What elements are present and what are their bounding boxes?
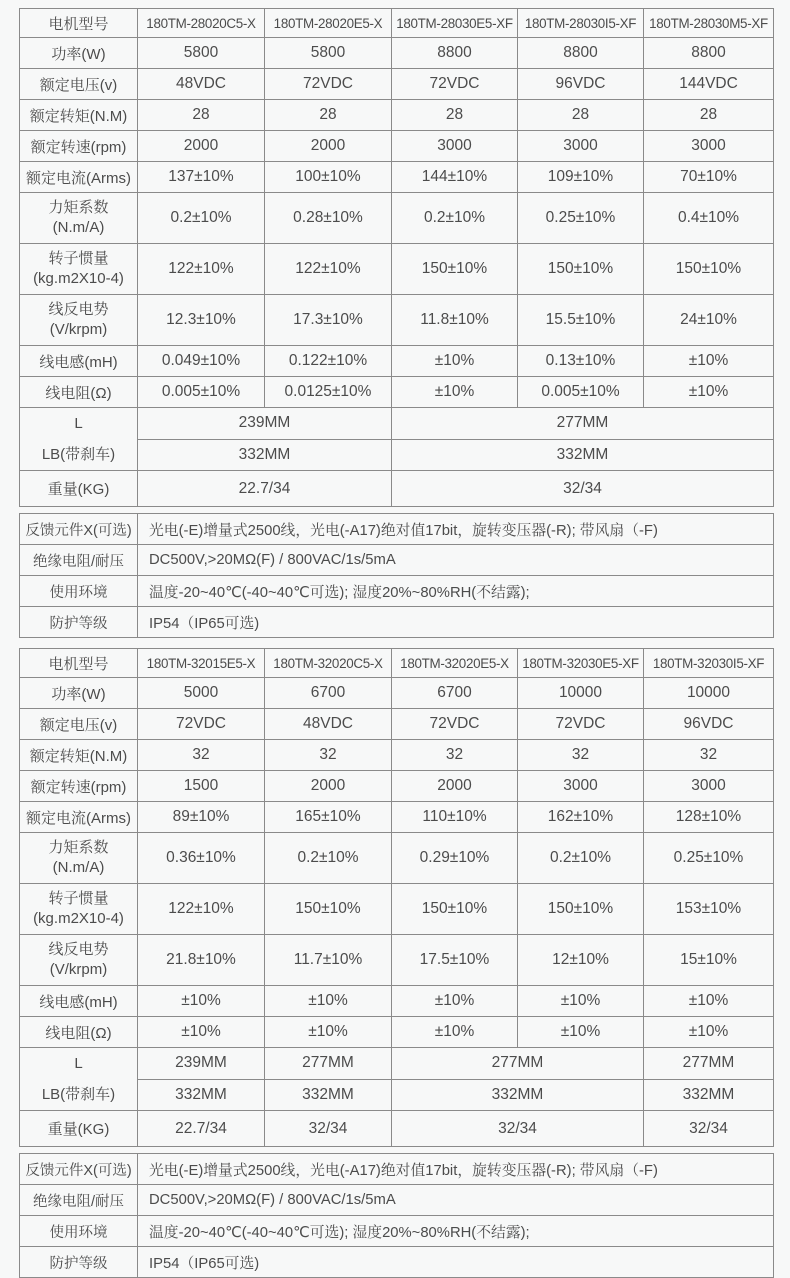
spec-cell: 144VDC (644, 69, 774, 100)
spec-cell: 1500 (138, 771, 265, 802)
spec-cell: 3000 (518, 771, 644, 802)
spec-cell: ±10% (392, 377, 518, 408)
table-row (20, 193, 774, 244)
spec-cell: 277MM (392, 408, 774, 440)
table-row (20, 377, 774, 408)
spec-cell: ±10% (392, 346, 518, 377)
table-row (20, 1247, 774, 1278)
row-label-length: L LB(带刹车) (20, 1048, 138, 1111)
table-row (20, 1185, 774, 1216)
row-label: 线反电势 (V/krpm) (20, 935, 138, 986)
spec-cell: 0.005±10% (518, 377, 644, 408)
spec-cell: 光电(-E)增量式2500线，光电(-A17)绝对值17bit，旋转变压器(-R); 带风扇（-F) (138, 1154, 774, 1185)
row-label: 额定电流(Arms) (20, 802, 138, 833)
row-label: 反馈元件X(可选) (20, 514, 138, 545)
table-row (20, 131, 774, 162)
spec-cell: 150±10% (518, 244, 644, 295)
row-label-length: L LB(带刹车) (20, 408, 138, 471)
row-label: 功率(W) (20, 678, 138, 709)
table-row (20, 935, 774, 986)
row-label-model: 电机型号 (20, 649, 138, 678)
spec-cell: 温度-20~40℃(-40~40℃可选); 湿度20%~80%RH(不结露); (138, 576, 774, 607)
row-label: 使用环境 (20, 1216, 138, 1247)
spec-cell: 32 (518, 740, 644, 771)
table-row (20, 9, 774, 38)
row-label: 转子惯量 (kg.m2X10-4) (20, 244, 138, 295)
spec-cell: ±10% (644, 986, 774, 1017)
spec-cell: 0.2±10% (265, 833, 392, 884)
spec-cell: 0.0125±10% (265, 377, 392, 408)
spec-cell: 72VDC (392, 709, 518, 740)
table-row (20, 295, 774, 346)
table-row (20, 678, 774, 709)
spec-cell: 2000 (138, 131, 265, 162)
spec-cell: 3000 (644, 131, 774, 162)
spec-cell: 28 (392, 100, 518, 131)
spec-cell: 28 (138, 100, 265, 131)
spec-cell: 32/34 (392, 471, 774, 507)
row-label: 额定转矩(N.M) (20, 740, 138, 771)
spec-cell: 72VDC (138, 709, 265, 740)
spec-cell: ±10% (138, 986, 265, 1017)
table-row (20, 408, 774, 440)
model-header: 180TM-28030M5-XF (644, 9, 774, 38)
spec-cell: 5800 (138, 38, 265, 69)
spec-cell: 28 (265, 100, 392, 131)
spec-cell: 332MM (392, 1079, 644, 1111)
spec-cell: 3000 (518, 131, 644, 162)
spec-cell: 11.8±10% (392, 295, 518, 346)
spec-cell: 0.25±10% (644, 833, 774, 884)
table-row (20, 986, 774, 1017)
common-spec-table-1 (19, 513, 774, 638)
row-label: 力矩系数 (N.m/A) (20, 193, 138, 244)
spec-cell: 0.36±10% (138, 833, 265, 884)
spec-cell: 239MM (138, 1048, 265, 1080)
spec-cell: 10000 (518, 678, 644, 709)
table-row (20, 607, 774, 638)
spec-cell: 0.2±10% (138, 193, 265, 244)
row-label: 重量(KG) (20, 471, 138, 507)
spec-cell: 89±10% (138, 802, 265, 833)
spec-cell: 162±10% (518, 802, 644, 833)
spec-cell: 21.8±10% (138, 935, 265, 986)
spec-cell: 0.2±10% (392, 193, 518, 244)
row-label-model: 电机型号 (20, 9, 138, 38)
row-label: 额定转矩(N.M) (20, 100, 138, 131)
spec-cell: 122±10% (265, 244, 392, 295)
model-header: 180TM-32030I5-XF (644, 649, 774, 678)
spec-cell: 22.7/34 (138, 471, 392, 507)
spec-cell: 96VDC (644, 709, 774, 740)
spec-cell: 32 (265, 740, 392, 771)
spec-cell: 光电(-E)增量式2500线，光电(-A17)绝对值17bit，旋转变压器(-R); 带风扇（-F) (138, 514, 774, 545)
table-row (20, 69, 774, 100)
spec-cell: ±10% (644, 1017, 774, 1048)
spec-cell: 8800 (392, 38, 518, 69)
spec-cell: 3000 (392, 131, 518, 162)
spec-cell: 153±10% (644, 884, 774, 935)
spec-cell: 122±10% (138, 884, 265, 935)
table-row (20, 884, 774, 935)
spec-cell: ±10% (138, 1017, 265, 1048)
spec-cell: 3000 (644, 771, 774, 802)
spec-cell: 0.29±10% (392, 833, 518, 884)
motor-spec-table-2 (19, 648, 774, 1147)
spec-cell: 332MM (644, 1079, 774, 1111)
spec-cell: 温度-20~40℃(-40~40℃可选); 湿度20%~80%RH(不结露); (138, 1216, 774, 1247)
spec-cell: 2000 (265, 771, 392, 802)
row-label: 额定转速(rpm) (20, 771, 138, 802)
table-row (20, 38, 774, 69)
row-label: 线电阻(Ω) (20, 1017, 138, 1048)
spec-cell: 150±10% (392, 884, 518, 935)
spec-cell: 32 (392, 740, 518, 771)
spec-cell: 0.2±10% (518, 833, 644, 884)
spec-cell: 150±10% (644, 244, 774, 295)
spec-cell: ±10% (518, 986, 644, 1017)
spec-cell: 109±10% (518, 162, 644, 193)
spec-cell: 5000 (138, 678, 265, 709)
model-header: 180TM-32015E5-X (138, 649, 265, 678)
model-header: 180TM-28030E5-XF (392, 9, 518, 38)
spec-cell: 165±10% (265, 802, 392, 833)
spec-cell: 332MM (138, 1079, 265, 1111)
spec-cell: 150±10% (265, 884, 392, 935)
common-spec-table-2 (19, 1153, 774, 1278)
spec-cell: 277MM (265, 1048, 392, 1080)
model-header: 180TM-28020C5-X (138, 9, 265, 38)
row-label: 防护等级 (20, 607, 138, 638)
model-header: 180TM-28020E5-X (265, 9, 392, 38)
table-row (20, 514, 774, 545)
row-label: 线电感(mH) (20, 986, 138, 1017)
spec-cell: ±10% (392, 1017, 518, 1048)
row-label: 使用环境 (20, 576, 138, 607)
row-label: 转子惯量 (kg.m2X10-4) (20, 884, 138, 935)
motor-spec-table-1 (19, 8, 774, 507)
spec-cell: 70±10% (644, 162, 774, 193)
spec-cell: 2000 (265, 131, 392, 162)
spec-cell: 6700 (392, 678, 518, 709)
spec-cell: 8800 (644, 38, 774, 69)
spec-cell: 17.5±10% (392, 935, 518, 986)
table-row (20, 1017, 774, 1048)
table-row (20, 649, 774, 678)
spec-cell: 110±10% (392, 802, 518, 833)
row-label: 绝缘电阻/耐压 (20, 545, 138, 576)
row-label: 额定电压(v) (20, 69, 138, 100)
spec-cell: 5800 (265, 38, 392, 69)
row-label: 重量(KG) (20, 1111, 138, 1147)
spec-cell: 277MM (392, 1048, 644, 1080)
spec-cell: 10000 (644, 678, 774, 709)
table-row (20, 1048, 774, 1080)
table-row (20, 833, 774, 884)
table-row (20, 1154, 774, 1185)
spec-cell: 128±10% (644, 802, 774, 833)
spec-cell: 28 (518, 100, 644, 131)
spec-cell: 2000 (392, 771, 518, 802)
table-row (20, 576, 774, 607)
model-header: 180TM-32030E5-XF (518, 649, 644, 678)
row-label: 功率(W) (20, 38, 138, 69)
row-label: 额定转速(rpm) (20, 131, 138, 162)
spec-cell: 137±10% (138, 162, 265, 193)
spec-cell: 12±10% (518, 935, 644, 986)
spec-cell: 0.28±10% (265, 193, 392, 244)
table-row (20, 471, 774, 507)
spec-cell: 32/34 (644, 1111, 774, 1147)
spec-cell: ±10% (265, 1017, 392, 1048)
spec-cell: 332MM (138, 439, 392, 471)
row-label: 线电感(mH) (20, 346, 138, 377)
row-label: 额定电压(v) (20, 709, 138, 740)
model-header: 180TM-32020C5-X (265, 649, 392, 678)
spec-cell: 144±10% (392, 162, 518, 193)
spec-cell: 0.049±10% (138, 346, 265, 377)
spec-cell: 12.3±10% (138, 295, 265, 346)
table-row (20, 162, 774, 193)
spec-cell: ±10% (392, 986, 518, 1017)
spec-cell: DC500V,>20MΩ(F) / 800VAC/1s/5mA (138, 545, 774, 576)
row-label: 线反电势 (V/krpm) (20, 295, 138, 346)
spec-cell: 6700 (265, 678, 392, 709)
table-row (20, 771, 774, 802)
spec-cell: 0.25±10% (518, 193, 644, 244)
spec-cell: 100±10% (265, 162, 392, 193)
table-row (20, 709, 774, 740)
table-row (20, 346, 774, 377)
table-row (20, 740, 774, 771)
spec-cell: 24±10% (644, 295, 774, 346)
model-header: 180TM-28030I5-XF (518, 9, 644, 38)
row-label: 反馈元件X(可选) (20, 1154, 138, 1185)
spec-cell: DC500V,>20MΩ(F) / 800VAC/1s/5mA (138, 1185, 774, 1216)
row-label: 绝缘电阻/耐压 (20, 1185, 138, 1216)
spec-cell: 277MM (644, 1048, 774, 1080)
table-row (20, 802, 774, 833)
spec-cell: 15.5±10% (518, 295, 644, 346)
spec-cell: 72VDC (518, 709, 644, 740)
model-header: 180TM-32020E5-X (392, 649, 518, 678)
spec-cell: 0.005±10% (138, 377, 265, 408)
table-row (20, 1216, 774, 1247)
spec-cell: 17.3±10% (265, 295, 392, 346)
spec-cell: 22.7/34 (138, 1111, 265, 1147)
spec-cell: IP54（IP65可选) (138, 1247, 774, 1278)
spec-cell: 72VDC (392, 69, 518, 100)
spec-cell: 32/34 (265, 1111, 392, 1147)
spec-cell: 0.13±10% (518, 346, 644, 377)
table-row (20, 244, 774, 295)
table-row (20, 100, 774, 131)
spec-cell: ±10% (644, 377, 774, 408)
row-label: 防护等级 (20, 1247, 138, 1278)
spec-cell: 72VDC (265, 69, 392, 100)
spec-cell: 239MM (138, 408, 392, 440)
spec-cell: 150±10% (392, 244, 518, 295)
spec-cell: 48VDC (138, 69, 265, 100)
row-label: 线电阻(Ω) (20, 377, 138, 408)
spec-cell: 0.122±10% (265, 346, 392, 377)
table-row (20, 1111, 774, 1147)
spec-cell: 15±10% (644, 935, 774, 986)
spec-cell: IP54（IP65可选) (138, 607, 774, 638)
spec-cell: 332MM (265, 1079, 392, 1111)
spec-cell: 150±10% (518, 884, 644, 935)
spec-cell: ±10% (518, 1017, 644, 1048)
spec-cell: 32 (644, 740, 774, 771)
spec-cell: 8800 (518, 38, 644, 69)
spec-cell: ±10% (265, 986, 392, 1017)
spec-cell: 48VDC (265, 709, 392, 740)
spec-cell: 332MM (392, 439, 774, 471)
row-label: 额定电流(Arms) (20, 162, 138, 193)
spec-cell: 32 (138, 740, 265, 771)
spec-cell: 122±10% (138, 244, 265, 295)
spec-cell: 28 (644, 100, 774, 131)
table-row (20, 545, 774, 576)
spec-cell: 11.7±10% (265, 935, 392, 986)
spec-cell: ±10% (644, 346, 774, 377)
spec-cell: 32/34 (392, 1111, 644, 1147)
spec-cell: 0.4±10% (644, 193, 774, 244)
spec-cell: 96VDC (518, 69, 644, 100)
row-label: 力矩系数 (N.m/A) (20, 833, 138, 884)
